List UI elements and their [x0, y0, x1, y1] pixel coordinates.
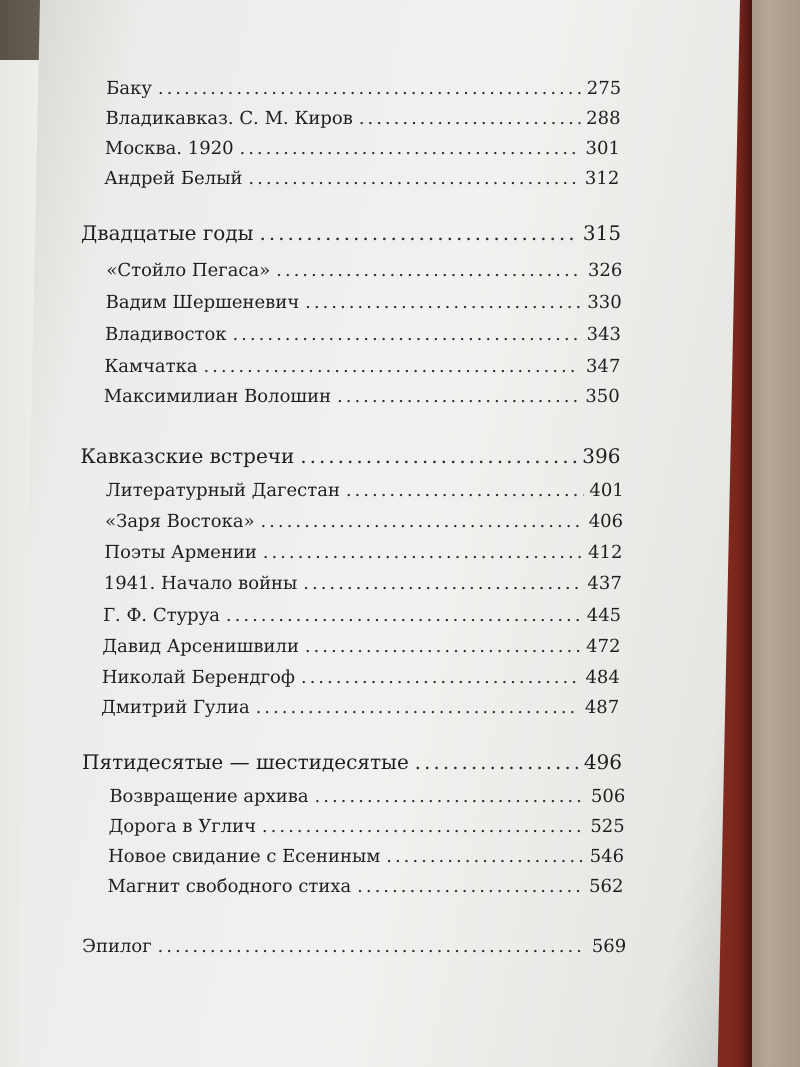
toc-entry: [106, 480, 624, 501]
toc-entry: [105, 138, 620, 159]
toc-entry: [107, 876, 623, 897]
toc-leader-dots: [262, 816, 585, 837]
toc-page-number: 496: [583, 750, 623, 774]
toc-leader-dots: [357, 876, 583, 897]
toc-page-number: 401: [589, 480, 624, 501]
toc-entry: [108, 846, 624, 867]
toc-leader-dots: [226, 605, 581, 626]
toc-title: Камчатка: [104, 356, 198, 377]
toc-title: Кавказские встречи: [80, 444, 295, 468]
toc-leader-dots: [158, 78, 581, 99]
toc-section-heading: [80, 444, 621, 468]
toc-page-number: 326: [587, 260, 623, 281]
toc-page-number: 275: [586, 78, 622, 99]
toc-entry: [102, 667, 620, 688]
toc-title: Поэты Армении: [104, 542, 258, 563]
toc-page-number: 350: [585, 386, 620, 407]
toc-page-number: 506: [590, 786, 626, 807]
toc-page-number: 347: [585, 356, 621, 377]
toc-title: Дорога в Углич: [108, 816, 257, 837]
toc-page-number: 445: [586, 605, 622, 626]
toc-entry: [104, 573, 622, 594]
toc-title: Баку: [105, 78, 153, 99]
toc-leader-dots: [386, 846, 584, 867]
toc-page-number: 562: [588, 876, 624, 897]
toc-entry: [106, 260, 622, 281]
toc-page-number: 487: [584, 697, 620, 718]
toc-page-number: 437: [587, 573, 622, 594]
toc-leader-dots: [157, 936, 586, 957]
toc-entry: [105, 292, 621, 313]
toc-entry: [106, 78, 621, 99]
toc-leader-dots: [314, 786, 585, 807]
toc-section-heading: [81, 221, 622, 245]
toc-leader-dots: [232, 324, 581, 345]
toc-leader-dots: [337, 386, 580, 407]
toc-title: Владивосток: [104, 324, 227, 345]
toc-page-number: 472: [585, 636, 621, 657]
toc-entry: [82, 936, 626, 957]
toc-leader-dots: [303, 573, 581, 594]
toc-title: Дмитрий Гулиа: [100, 697, 250, 718]
toc-page-number: 312: [584, 168, 620, 189]
toc-title: Возвращение архива: [109, 786, 309, 807]
toc-leader-dots: [276, 260, 582, 281]
toc-page-number: 343: [586, 324, 622, 345]
toc-entry: [105, 324, 621, 345]
toc-leader-dots: [203, 356, 580, 377]
toc-leader-dots: [346, 480, 584, 501]
toc-title: Пятидесятые — шестидесятые: [81, 750, 410, 774]
toc-entry: [108, 816, 624, 837]
toc-leader-dots: [359, 108, 581, 129]
toc-title: Г. Ф. Стуруа: [102, 605, 221, 626]
toc-title: Москва. 1920: [104, 138, 234, 159]
toc-entry: [101, 697, 619, 718]
toc-page-number: 301: [585, 138, 621, 159]
toc-page-number: 546: [589, 846, 625, 867]
toc-leader-dots: [415, 750, 579, 774]
toc-leader-dots: [301, 667, 580, 688]
toc-title: Максимилиан Волошин: [103, 386, 332, 407]
toc-leader-dots: [255, 697, 579, 718]
toc-page-number: 412: [587, 542, 623, 563]
toc-page-number: 569: [591, 936, 627, 957]
toc-page-number: 484: [585, 667, 621, 688]
toc-title: Эпилог: [81, 936, 152, 957]
toc-title: Двадцатые годы: [80, 221, 254, 245]
toc-section-heading: [82, 750, 623, 774]
toc-entry: [103, 386, 619, 407]
toc-entry: [105, 108, 620, 129]
toc-leader-dots: [259, 221, 577, 245]
toc-title: Николай Берендгоф: [101, 667, 296, 688]
toc-title: Владикавказ. С. М. Киров: [105, 108, 354, 129]
toc-leader-dots: [300, 444, 576, 468]
toc-title: Новое свидание с Есениным: [107, 846, 381, 867]
toc-page-number: 330: [587, 292, 622, 313]
toc-entry: [104, 168, 619, 189]
toc-title: «Стойло Пегаса»: [106, 260, 271, 281]
toc-leader-dots: [263, 542, 583, 563]
toc-page-number: 315: [582, 221, 622, 245]
toc-title: 1941. Начало войны: [103, 573, 298, 594]
toc-page-number: 525: [590, 816, 625, 837]
toc-entry: [104, 542, 622, 563]
toc-title: Вадим Шершеневич: [105, 292, 300, 313]
toc-entry: [105, 511, 623, 532]
book-page: [18, 0, 740, 1067]
toc-leader-dots: [260, 511, 583, 532]
toc-entry: [109, 786, 625, 807]
toc-page-number: 396: [582, 444, 621, 468]
toc-page-number: 406: [588, 511, 624, 532]
toc-page-number: 288: [585, 108, 621, 129]
toc-entry: [104, 356, 620, 377]
toc-leader-dots: [248, 168, 579, 189]
toc-leader-dots: [239, 138, 579, 159]
toc-title: Магнит свободного стиха: [107, 876, 352, 897]
toc-title: «Заря Востока»: [104, 511, 255, 532]
toc-leader-dots: [305, 636, 581, 657]
toc-leader-dots: [305, 292, 582, 313]
toc-entry: [102, 636, 620, 657]
toc-title: Литературный Дагестан: [105, 480, 341, 501]
toc-title: Давид Арсенишвили: [102, 636, 300, 657]
toc-entry: [103, 605, 621, 626]
toc-title: Андрей Белый: [104, 168, 243, 189]
